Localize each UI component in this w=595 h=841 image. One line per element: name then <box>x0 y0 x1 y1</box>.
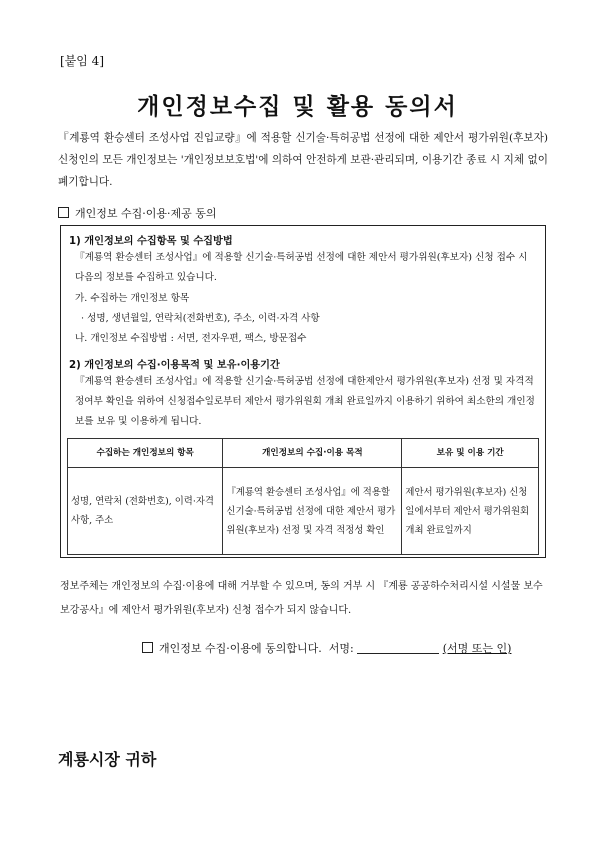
table-row <box>68 468 539 555</box>
consent-heading-text: 개인정보 수집·이용·제공 동의 <box>75 207 217 220</box>
table-header-row <box>68 439 539 468</box>
table-cell-period: 제안서 평가위원(후보자) 신청일에서부터 제안서 평가위원회 개최 완료일까지 <box>402 468 539 555</box>
consent-details-box <box>60 225 546 558</box>
table-cell-items: 성명, 연락처 (전화번호), 이력·자격 사항, 주소 <box>68 468 223 555</box>
table-cell-purpose: 『계룡역 환승센터 조성사업』에 적용할 신기술·특허공법 선정에 대한 제안서 평가위원(후보자) 선정 및 자격 적정성 확인 <box>223 468 402 555</box>
table-header: 보유 및 이용 기간 <box>402 439 539 468</box>
intro-paragraph: 『계룡역 환승센터 조성사업 진입교량』에 적용할 신기술·특허공법 선정에 대한 제안서 평가위원(후보자) 신청인의 모든 개인정보는 '개인정보보호법'에 의하여 안전하게 보관·관리되며, 이용기간 종료 시 지체 없이 폐기합니다. <box>58 132 548 188</box>
section1-title: 1) 개인정보의 수집항목 및 수집방법 <box>69 236 233 247</box>
sign-hint: (서명 또는 인) <box>442 642 512 655</box>
checkbox-icon[interactable] <box>58 207 69 218</box>
section2-body: 『계룡역 환승센터 조성사업』에 적용할 신기술·특허공법 선정에 대한제안서 평가위원(후보자) 선정 및 자격적정여부 확인을 위하여 신청접수일로부터 제안서 평가위원회 개최 완료일까지 이용하기 위하여 최소한의 개인정보를 보유 및 이용하게 됩니다. <box>75 376 535 427</box>
agree-text: 개인정보 수집·이용에 동의합니다. <box>159 642 322 655</box>
section1-item-b: 나. 개인정보 수집방법 : 서면, 전자우편, 팩스, 방문접수 <box>75 333 307 344</box>
section1-item-a-detail: · 성명, 생년월일, 연락처(전화번호), 주소, 이력·자격 사항 <box>81 313 320 324</box>
section2-title: 2) 개인정보의 수집·이용목적 및 보유·이용기간 <box>69 360 280 371</box>
document-title: 개인정보수집 및 활용 동의서 <box>137 94 458 120</box>
recipient: 계룡시장 귀하 <box>58 750 157 769</box>
attachment-label: [붙임 4] <box>60 54 104 68</box>
refusal-note: 정보주체는 개인정보의 수집·이용에 대해 거부할 수 있으며, 동의 거부 시 『계룡 공공하수처리시설 시설물 보수보강공사』에 제안서 평가위원(후보자) 신청 접수가 되지 않습니다. <box>60 581 543 616</box>
info-table <box>67 438 539 555</box>
consent-heading <box>58 205 217 221</box>
checkbox-icon[interactable] <box>142 642 153 653</box>
table-header: 개인정보의 수집·이용 목적 <box>223 439 402 468</box>
agree-line <box>142 640 511 656</box>
table-header: 수집하는 개인정보의 항목 <box>68 439 223 468</box>
signature-field[interactable] <box>357 641 439 654</box>
section1-item-a: 가. 수집하는 개인정보 항목 <box>75 293 190 304</box>
sign-label: 서명: <box>328 642 354 655</box>
section1-body: 『계룡역 환승센터 조성사업』에 적용할 신기술·특허공법 선정에 대한 제안서 평가위원(후보자) 신청 접수 시 다음의 정보를 수집하고 있습니다. <box>75 252 528 283</box>
